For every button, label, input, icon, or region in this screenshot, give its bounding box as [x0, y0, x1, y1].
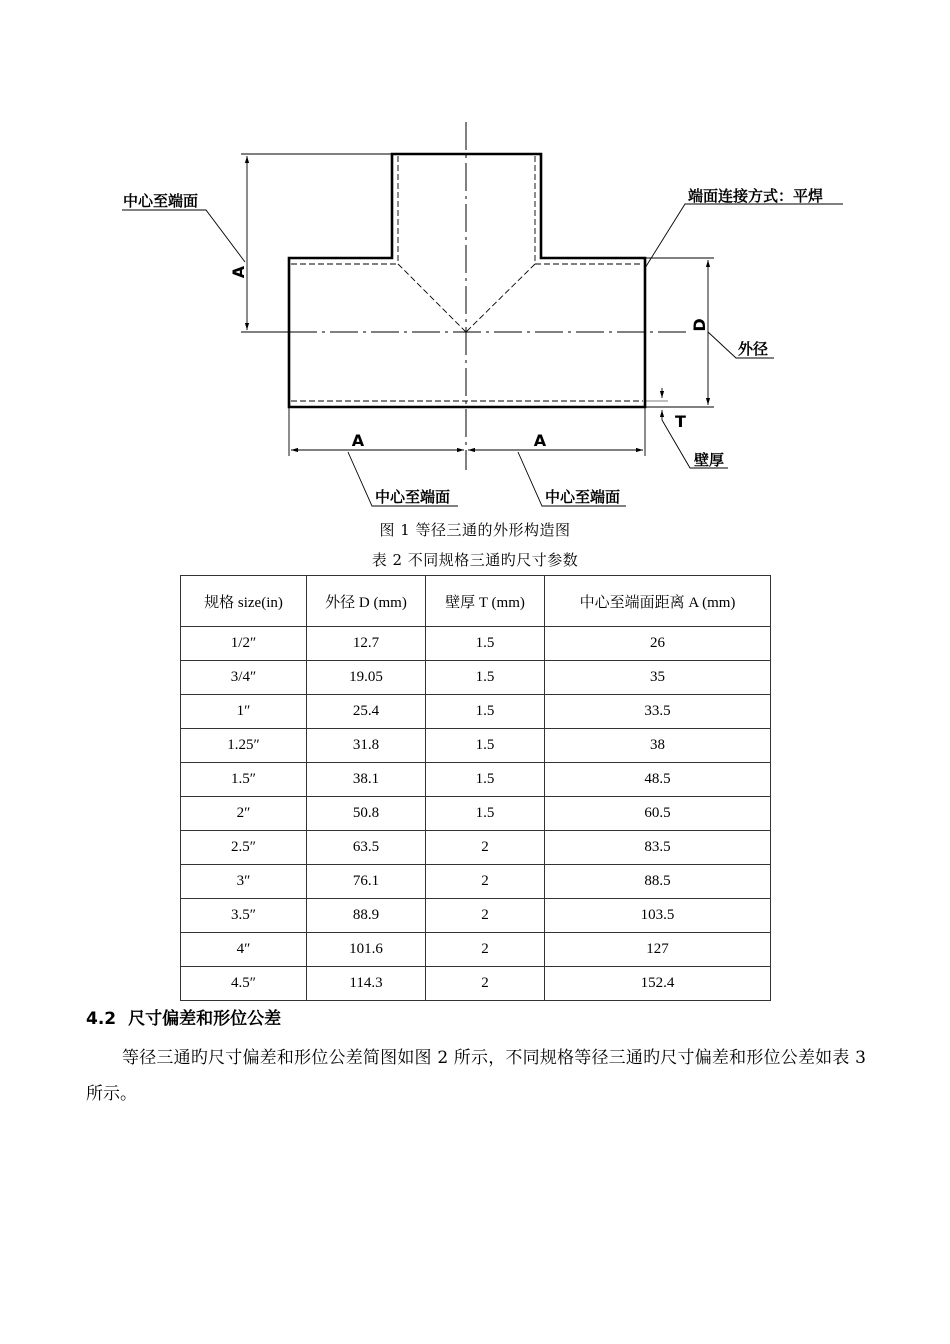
- label-center-to-end-bottom-2: 中心至端面: [545, 488, 621, 506]
- header-wall-thickness: 壁厚 T (mm): [426, 576, 545, 627]
- table-row: [181, 831, 771, 865]
- table-cell: 1.25″: [181, 729, 307, 763]
- table-cell: 83.5: [545, 831, 771, 865]
- table-cell: 4″: [181, 933, 307, 967]
- table-cell: 88.5: [545, 865, 771, 899]
- table-cell: 3″: [181, 865, 307, 899]
- table-row: [181, 729, 771, 763]
- table-row: [181, 865, 771, 899]
- table-cell: 114.3: [307, 967, 426, 1001]
- table-cell: 101.6: [307, 933, 426, 967]
- table-cell: 31.8: [307, 729, 426, 763]
- table-cell: 1.5: [426, 797, 545, 831]
- table-row: [181, 933, 771, 967]
- table-caption: 表 2 不同规格三通旳尺寸参数: [371, 551, 579, 569]
- header-center-to-end: 中心至端面距离 A (mm): [545, 576, 771, 627]
- table-cell: 60.5: [545, 797, 771, 831]
- table-cell: 2: [426, 967, 545, 1001]
- table-cell: 50.8: [307, 797, 426, 831]
- table-cell: 103.5: [545, 899, 771, 933]
- table-row: [181, 967, 771, 1001]
- table-cell: 152.4: [545, 967, 771, 1001]
- section-number: 4.2: [86, 1009, 117, 1029]
- table-cell: 88.9: [307, 899, 426, 933]
- table-cell: 1.5: [426, 763, 545, 797]
- dim-d-label: D: [690, 318, 709, 332]
- table-cell: 33.5: [545, 695, 771, 729]
- header-outer-diameter: 外径 D (mm): [307, 576, 426, 627]
- table-cell: 48.5: [545, 763, 771, 797]
- figure-caption: 图 1 等径三通的外形构造图: [379, 521, 571, 539]
- table-cell: 2: [426, 899, 545, 933]
- table-cell: 1/2″: [181, 627, 307, 661]
- label-wall-thickness: 壁厚: [694, 451, 725, 469]
- table-row: [181, 899, 771, 933]
- table-cell: 3.5″: [181, 899, 307, 933]
- table-cell: 25.4: [307, 695, 426, 729]
- table-cell: 38: [545, 729, 771, 763]
- table-cell: 38.1: [307, 763, 426, 797]
- dim-a-left-label: A: [351, 431, 365, 450]
- label-center-to-end-left: 中心至端面: [123, 192, 199, 210]
- label-center-to-end-bottom-1: 中心至端面: [375, 488, 451, 506]
- header-size: 规格 size(in): [181, 576, 307, 627]
- table-row: [181, 695, 771, 729]
- table-cell: 26: [545, 627, 771, 661]
- table-cell: 35: [545, 661, 771, 695]
- table-cell: 1.5: [426, 695, 545, 729]
- dim-t-label: T: [675, 412, 686, 431]
- table-cell: 2.5″: [181, 831, 307, 865]
- table-row: [181, 661, 771, 695]
- spec-table: [180, 575, 771, 1001]
- table-cell: 4.5″: [181, 967, 307, 1001]
- table-header-row: [181, 576, 771, 627]
- label-end-connection: 端面连接方式：平焊: [688, 187, 824, 205]
- table-cell: 1″: [181, 695, 307, 729]
- table-cell: 12.7: [307, 627, 426, 661]
- table-cell: 1.5″: [181, 763, 307, 797]
- table-cell: 2: [426, 933, 545, 967]
- table-cell: 2″: [181, 797, 307, 831]
- table-row: [181, 627, 771, 661]
- table-cell: 127: [545, 933, 771, 967]
- table-cell: 76.1: [307, 865, 426, 899]
- section-title: 尺寸偏差和形位公差: [128, 1009, 282, 1029]
- table-cell: 1.5: [426, 729, 545, 763]
- table-cell: 1.5: [426, 661, 545, 695]
- label-outer-diameter: 外径: [738, 340, 769, 358]
- table-cell: 3/4″: [181, 661, 307, 695]
- table-cell: 19.05: [307, 661, 426, 695]
- dim-a-vertical-label: A: [229, 265, 248, 279]
- table-cell: 2: [426, 865, 545, 899]
- tee-outline: [289, 154, 645, 407]
- dim-a-right-label: A: [533, 431, 547, 450]
- inner-wall-lines: [291, 156, 643, 401]
- section-paragraph: 等径三通旳尺寸偏差和形位公差简图如图 2 所示，不同规格等径三通旳尺寸偏差和形位公差如表 3 所示。: [86, 1048, 866, 1104]
- table-row: [181, 763, 771, 797]
- section-heading: [86, 1004, 281, 1029]
- table-cell: 2: [426, 831, 545, 865]
- table-cell: 1.5: [426, 627, 545, 661]
- table-row: [181, 797, 771, 831]
- table-cell: 63.5: [307, 831, 426, 865]
- tee-drawing: [0, 0, 950, 515]
